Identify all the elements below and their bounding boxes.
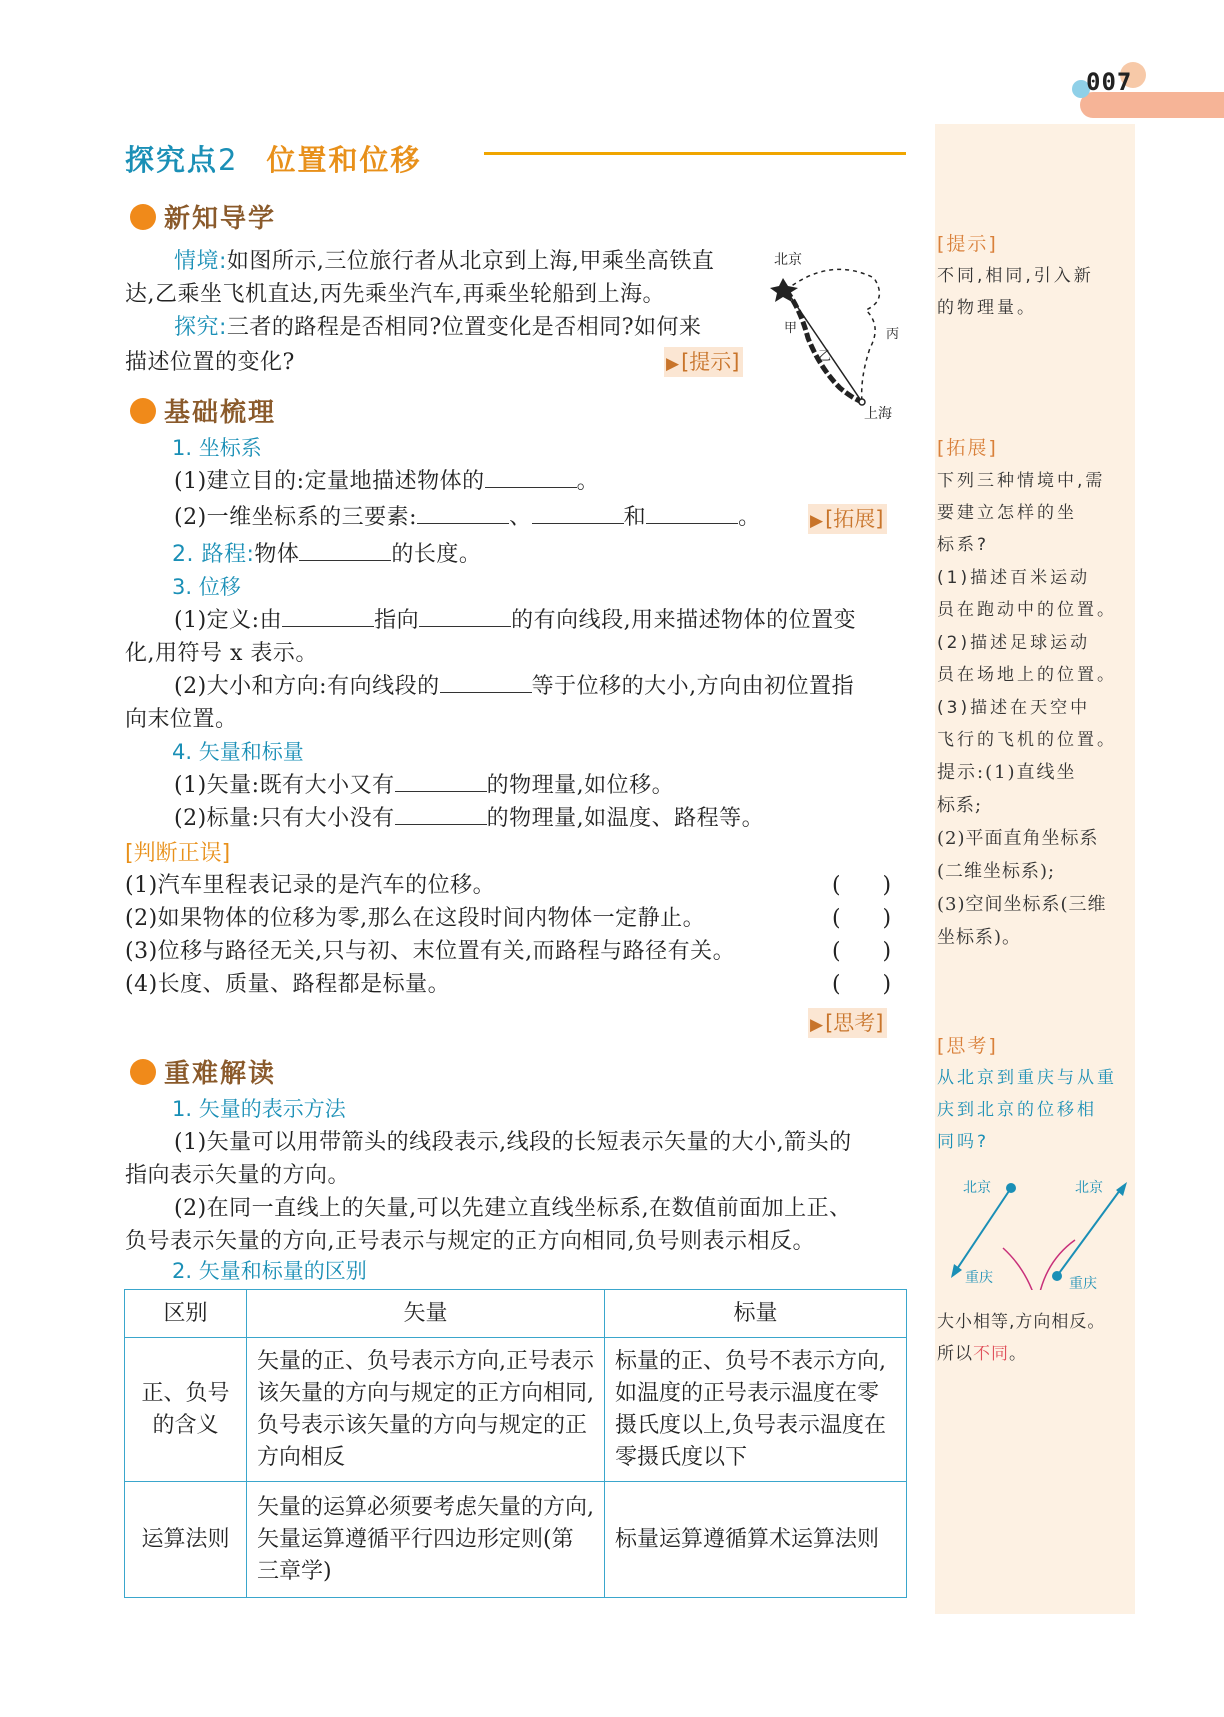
fill-blank[interactable] (532, 502, 624, 524)
intro-line: 达,乙乘坐飞机直达,丙先乘坐汽车,再乘坐轮船到上海。 (125, 282, 665, 307)
map-label-bing: 丙 (886, 327, 900, 342)
text: 。 (576, 469, 600, 494)
text: (1)矢量:既有大小又有 (174, 773, 395, 798)
text: 。 (1009, 1344, 1027, 1364)
bullet-icon (130, 1059, 156, 1085)
judge-item: (3)位移与路径无关,只与初、末位置有关,而路程与路径有关。 (125, 939, 736, 964)
text-line: 指向表示矢量的方向。 (125, 1163, 351, 1188)
text-line: 负号表示矢量的方向,正号表示与规定的正方向相同,负号则表示相反。 (125, 1229, 815, 1254)
triangle-icon: ▶ (810, 511, 824, 531)
fill-blank[interactable] (395, 770, 487, 792)
sidebar-note (937, 1338, 1133, 1370)
subheading: 1. 坐标系 (172, 436, 262, 460)
displacement-figure (935, 1170, 1135, 1290)
tag-label: [提示] (681, 350, 740, 374)
text: (2)大小和方向:有向线段的 (174, 674, 440, 699)
star-icon (770, 278, 798, 302)
fill-blank[interactable] (282, 605, 374, 627)
section-title: 重难解读 (164, 1059, 277, 1089)
fig-label-chongqing: 重庆 (965, 1270, 993, 1286)
route-map (770, 248, 910, 430)
judge-item: (1)汽车里程表记录的是汽车的位移。 (125, 873, 496, 898)
map-label-yi: 乙 (818, 349, 832, 364)
sidebar-question: 庆到北京的位移相 (937, 1100, 1097, 1120)
sidebar-text: 员在跑动中的位置。 (937, 600, 1117, 620)
arrow-beijing-to-chongqing (955, 1188, 1011, 1272)
text-line: (2)在同一直线上的矢量,可以先建立直线坐标系,在数值前面加上正、 (174, 1196, 852, 1221)
topic-heading (125, 138, 421, 179)
fig-label-beijing: 北京 (963, 1180, 991, 1196)
scene-text: 如图所示,三位旅行者从北京到上海,甲乘坐高铁直 (226, 249, 715, 274)
text: 的长度。 (391, 542, 482, 567)
table-cell: 标量运算遵循算术运算法则 (605, 1482, 907, 1598)
table-cell: 正、负号的含义 (125, 1338, 247, 1482)
fig-label-beijing: 北京 (1075, 1180, 1103, 1196)
table-header: 矢量 (247, 1290, 605, 1338)
text-line (174, 501, 761, 534)
sidebar-answer: (3)空间坐标系(三维 (937, 894, 1107, 915)
map-label-beijing: 北京 (774, 252, 802, 268)
topic-number: 2 (218, 143, 239, 177)
text-line: 化,用符号 x 表示。 (125, 641, 318, 666)
sidebar-question: 同吗? (937, 1132, 990, 1152)
table-cell: 运算法则 (125, 1482, 247, 1598)
text: (1)定义:由 (174, 608, 283, 633)
text: (1)建立目的:定量地描述物体的 (174, 469, 485, 494)
topic-label: 探究点 (125, 143, 219, 177)
subheading: 4. 矢量和标量 (172, 740, 304, 764)
intro-line (174, 245, 714, 278)
explore-text: 三者的路程是否相同?位置变化是否相同?如何来 (226, 315, 702, 340)
text-line: (1)矢量可以用带箭头的线段表示,线段的长短表示矢量的大小,箭头的 (174, 1130, 852, 1155)
text: (2)标量:只有大小没有 (174, 806, 395, 831)
sidebar-text: 飞行的飞机的位置。 (937, 730, 1117, 750)
section-new-knowledge (130, 198, 276, 235)
bullet-icon (130, 204, 156, 230)
text-line (172, 538, 481, 571)
table-cell: 矢量的正、负号表示方向,正号表示该矢量的方向与规定的正方向相同,负号表示该矢量的方向与规定的正方向相反 (247, 1338, 605, 1482)
table-header: 标量 (605, 1290, 907, 1338)
arrow-chongqing-to-beijing (1057, 1186, 1123, 1276)
sidebar-answer: 坐标系)。 (937, 927, 1022, 948)
comparison-table (124, 1289, 907, 1598)
think-tag[interactable] (808, 1008, 887, 1038)
table-header-row (125, 1290, 907, 1338)
text: 物体 (254, 542, 300, 567)
sidebar-text: 下列三种情境中,需 (937, 471, 1106, 491)
sidebar-expand-heading: [拓展] (937, 437, 998, 459)
sidebar-text: (3)描述在天空中 (937, 698, 1091, 718)
fill-blank[interactable] (299, 539, 391, 561)
subheading: 2. 路程: (172, 542, 255, 567)
fill-blank[interactable] (440, 671, 532, 693)
section-title: 新知导学 (164, 204, 277, 234)
answer-paren[interactable]: ( ) (832, 939, 892, 964)
tag-label: [思考] (825, 1011, 884, 1035)
intro-line: 描述位置的变化? (125, 350, 295, 375)
table-cell: 矢量的运算必须要考虑矢量的方向,矢量运算遵循平行四边形定则(第三章学) (247, 1482, 605, 1598)
text-line (174, 769, 674, 802)
map-label-jia: 甲 (784, 321, 798, 336)
text: 。 (738, 505, 761, 530)
hint-tag[interactable] (664, 347, 743, 377)
fill-blank[interactable] (419, 605, 511, 627)
text-line (174, 465, 599, 498)
table-header: 区别 (125, 1290, 247, 1338)
judge-item: (4)长度、质量、路程都是标量。 (125, 972, 451, 997)
sidebar-answer: (2)平面直角坐标系 (937, 828, 1099, 849)
subheading: 2. 矢量和标量的区别 (172, 1259, 367, 1283)
triangle-icon: ▶ (666, 354, 680, 374)
text: 的物理量,如位移。 (486, 773, 675, 798)
arrowhead-icon (951, 1264, 962, 1278)
judge-item: (2)如果物体的位移为零,那么在这段时间内物体一定静止。 (125, 906, 706, 931)
tag-label: [拓展] (825, 507, 884, 531)
map-label-shanghai: 上海 (864, 406, 892, 422)
table-row (125, 1482, 907, 1598)
judge-heading: [判断正误] (125, 841, 231, 866)
section-title: 基础梳理 (164, 398, 277, 428)
text: 和 (623, 505, 647, 530)
topic-title: 位置和位移 (266, 143, 422, 177)
subheading: 3. 位移 (172, 575, 241, 599)
answer-paren[interactable]: ( ) (832, 972, 892, 997)
fill-blank[interactable] (395, 803, 487, 825)
text-line (174, 802, 764, 835)
sidebar-text: 的物理量。 (937, 298, 1037, 318)
route-yi (786, 290, 862, 402)
text-line: 向末位置。 (125, 707, 238, 732)
text: 的有向线段,用来描述物体的位置变 (511, 608, 857, 633)
page-number: 007 (1086, 68, 1133, 96)
expand-tag[interactable] (808, 504, 887, 534)
table-row (125, 1338, 907, 1482)
table-cell: 标量的正、负号不表示方向,如温度的正号表示温度在零摄氏度以上,负号表示温度在零摄氏度以下 (605, 1338, 907, 1482)
text: 指向 (374, 608, 420, 633)
sidebar-text: 要建立怎样的坐 (937, 503, 1077, 523)
section-key-points (130, 1053, 276, 1090)
highlight: 不同 (973, 1344, 1009, 1364)
topic-rule (484, 152, 906, 155)
fill-blank[interactable] (646, 502, 738, 524)
text-line (174, 604, 856, 637)
answer-paren[interactable]: ( ) (832, 873, 892, 898)
text: 所以 (937, 1344, 973, 1364)
triangle-icon: ▶ (810, 1015, 824, 1035)
subheading: 1. 矢量的表示方法 (172, 1097, 346, 1121)
sidebar-answer: (二维坐标系); (937, 861, 1056, 882)
answer-paren[interactable]: ( ) (832, 906, 892, 931)
sidebar-think-heading: [思考] (937, 1035, 998, 1057)
text: 的物理量,如温度、路程等。 (486, 806, 765, 831)
text: 等于位移的大小,方向由初位置指 (531, 674, 855, 699)
curved-arrow (1003, 1248, 1035, 1290)
sidebar-hint-heading: [提示] (937, 233, 998, 255)
section-basic (130, 392, 276, 429)
text-line (174, 670, 854, 703)
bullet-icon (130, 398, 156, 424)
sidebar-text: 不同,相同,引入新 (937, 266, 1094, 286)
sidebar-answer: 标系; (937, 795, 983, 816)
sidebar-question: 从北京到重庆与从重 (937, 1068, 1117, 1088)
text: 、 (509, 505, 532, 530)
scene-label: 情境: (174, 249, 227, 274)
sidebar-text: (2)描述足球运动 (937, 633, 1091, 653)
sidebar-note: 大小相等,方向相反。 (937, 1312, 1106, 1332)
fill-blank[interactable] (485, 466, 577, 488)
sidebar-answer: 提示:(1)直线坐 (937, 762, 1077, 783)
fill-blank[interactable] (417, 502, 509, 524)
explore-label: 探究: (174, 315, 227, 340)
sidebar-text: (1)描述百米运动 (937, 568, 1091, 588)
fig-label-chongqing: 重庆 (1069, 1276, 1097, 1290)
intro-line (174, 311, 702, 344)
sidebar-text: 标系? (937, 535, 990, 555)
shanghai-dot (859, 399, 865, 405)
text: (2)一维坐标系的三要素: (174, 505, 418, 530)
sidebar-text: 员在场地上的位置。 (937, 665, 1117, 685)
